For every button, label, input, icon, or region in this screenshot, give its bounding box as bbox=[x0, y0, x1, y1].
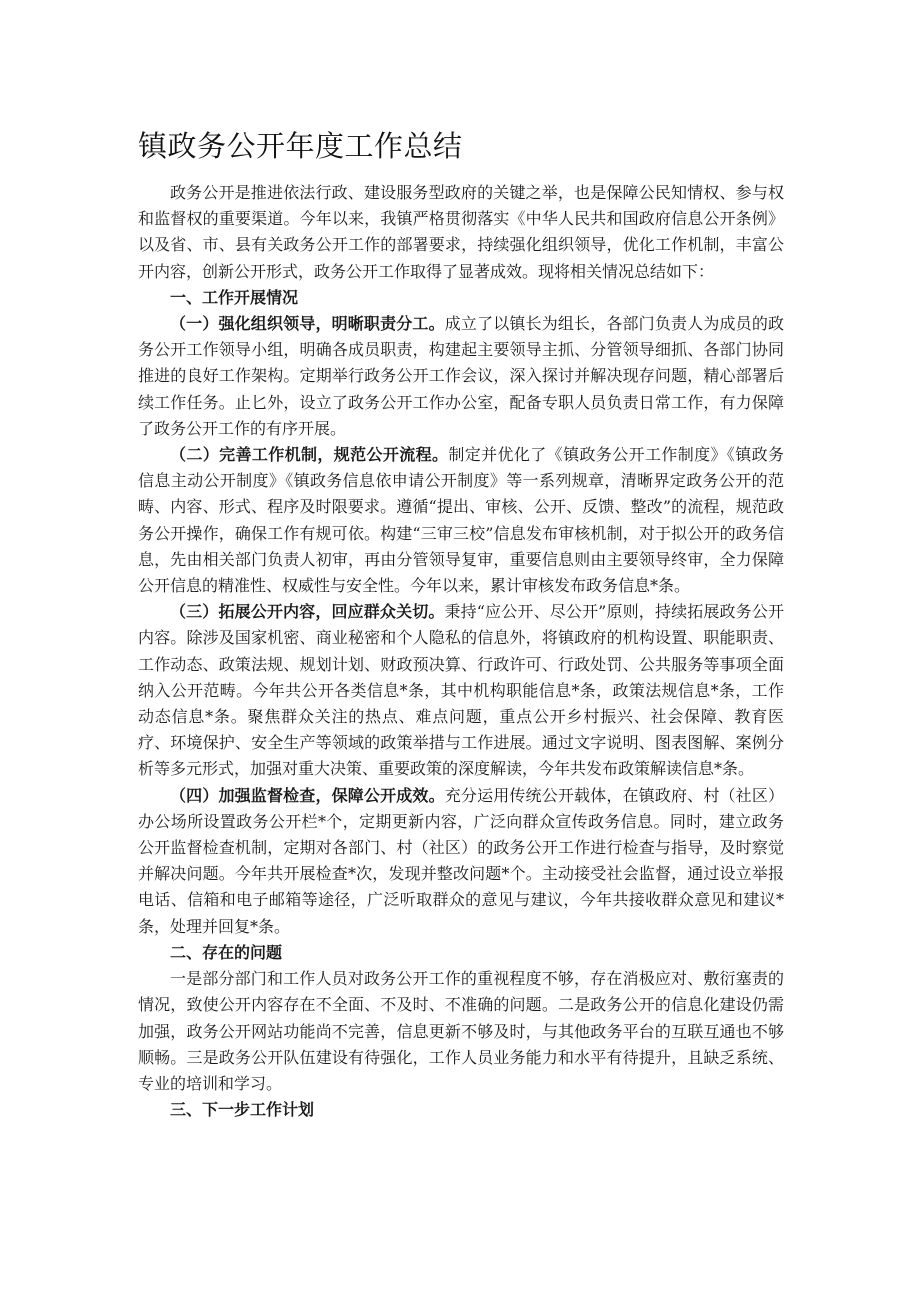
problems-paragraph: 一是部分部门和工作人员对政务公开工作的重视程度不够，存在消极应对、敷衍塞责的情况，致使公开内容存在不全面、不及时、不准确的问题。二是政务公开的信息化建设仍需加强，政务公开网站功能尚不完善，信息更新不够及时，与其他政务平台的互联互通也不够顺畅。三是政务公开队伍建设有待强化，工作人员业务能力和水平有待提升，且缺乏系统、专业的培训和学习。 bbox=[138, 969, 784, 1093]
section-heading-work-progress: 一、工作开展情况 bbox=[170, 287, 299, 307]
section-heading-problems: 二、存在的问题 bbox=[170, 942, 283, 962]
subsection-body: 制定并优化了《镇政务公开工作制度》《镇政务信息主动公开制度》《镇政务信息依申请公开制度》等一系列规章，清晰界定政务公开的范畴、内容、形式、程序及时限要求。遵循“提出、审核、公开、反馈、整改”的流程，规范政务公开操作，确保工作有规可依。构建“三审三校”信息发布审核机制，对于拟公开的政务信息，先由相关部门负责人初审，再由分管领导复审，重要信息则由主要领导终审，全力保障公开信息的精准性、权威性与安全性。今年以来，累计审核发布政务信息*条。 bbox=[138, 445, 784, 596]
section-heading-next-plan: 三、下一步工作计划 bbox=[170, 1100, 315, 1120]
document-title: 镇政务公开年度工作总结 bbox=[138, 129, 463, 163]
document-page bbox=[138, 124, 784, 1123]
subsection-content bbox=[138, 599, 784, 782]
subsection-supervision bbox=[138, 783, 784, 940]
subsection-heading: （四）加强监督检查，保障公开成效。 bbox=[170, 785, 445, 805]
subsection-body: 充分运用传统公开载体，在镇政府、村（社区）办公场所设置政务公开栏*个，定期更新内容，广泛向群众宣传政务信息。同时，建立政务公开监督检查机制，定期对各部门、村（社区）的政务公开工作进行检查与指导，及时察觉并解决问题。今年共开展检查*次，发现并整改问题*个。主动接受社会监督，通过设立举报电话、信箱和电子邮箱等途径，广泛听取群众的意见与建议，今年共接收群众意见和建议*条，处理并回复*条。 bbox=[138, 785, 784, 936]
subsection-body: 秉持“应公开、尽公开”原则，持续拓展政务公开内容。除涉及国家机密、商业秘密和个人隐私的信息外，将镇政府的机构设置、职能职责、工作动态、政策法规、规划计划、财政预决算、行政许可、行政处罚、公共服务等事项全面纳入公开范畴。今年共公开各类信息*条，其中机构职能信息*条，政策法规信息*条，工作动态信息*条。聚焦群众关注的热点、难点问题，重点公开乡村振兴、社会保障、教育医疗、环境保护、安全生产等领域的政策举措与工作进展。通过文字说明、图表图解、案例分析等多元形式，加强对重大决策、重要政策的深度解读，今年共发布政策解读信息*条。 bbox=[138, 602, 784, 779]
intro-paragraph: 政务公开是推进依法行政、建设服务型政府的关键之举，也是保障公民知情权、参与权和监督权的重要渠道。今年以来，我镇严格贯彻落实《中华人民共和国政府信息公开条例》以及省、市、县有关政务公开工作的部署要求，持续强化组织领导，优化工作机制，丰富公开内容，创新公开形式，政务公开工作取得了显著成效。现将相关情况总结如下： bbox=[138, 183, 784, 281]
subsection-mechanism bbox=[138, 442, 784, 599]
subsection-organization bbox=[138, 311, 784, 442]
subsection-heading: （二）完善工作机制，规范公开流程。 bbox=[170, 445, 449, 465]
subsection-body: 成立了以镇长为组长，各部门负责人为成员的政务公开工作领导小组，明确各成员职责，构建起主要领导主抓、分管领导细抓、各部门协同推进的良好工作架构。定期举行政务公开工作会议，深入探讨并解决现存问题，精心部署后续工作任务。止匕外，设立了政务公开工作办公室，配备专职人员负责日常工作，有力保障了政务公开工作的有序开展。 bbox=[138, 314, 784, 438]
subsection-heading: （一）强化组织领导，明晰职责分工。 bbox=[170, 314, 445, 334]
subsection-heading: （三）拓展公开内容，回应群众关切。 bbox=[170, 602, 445, 622]
